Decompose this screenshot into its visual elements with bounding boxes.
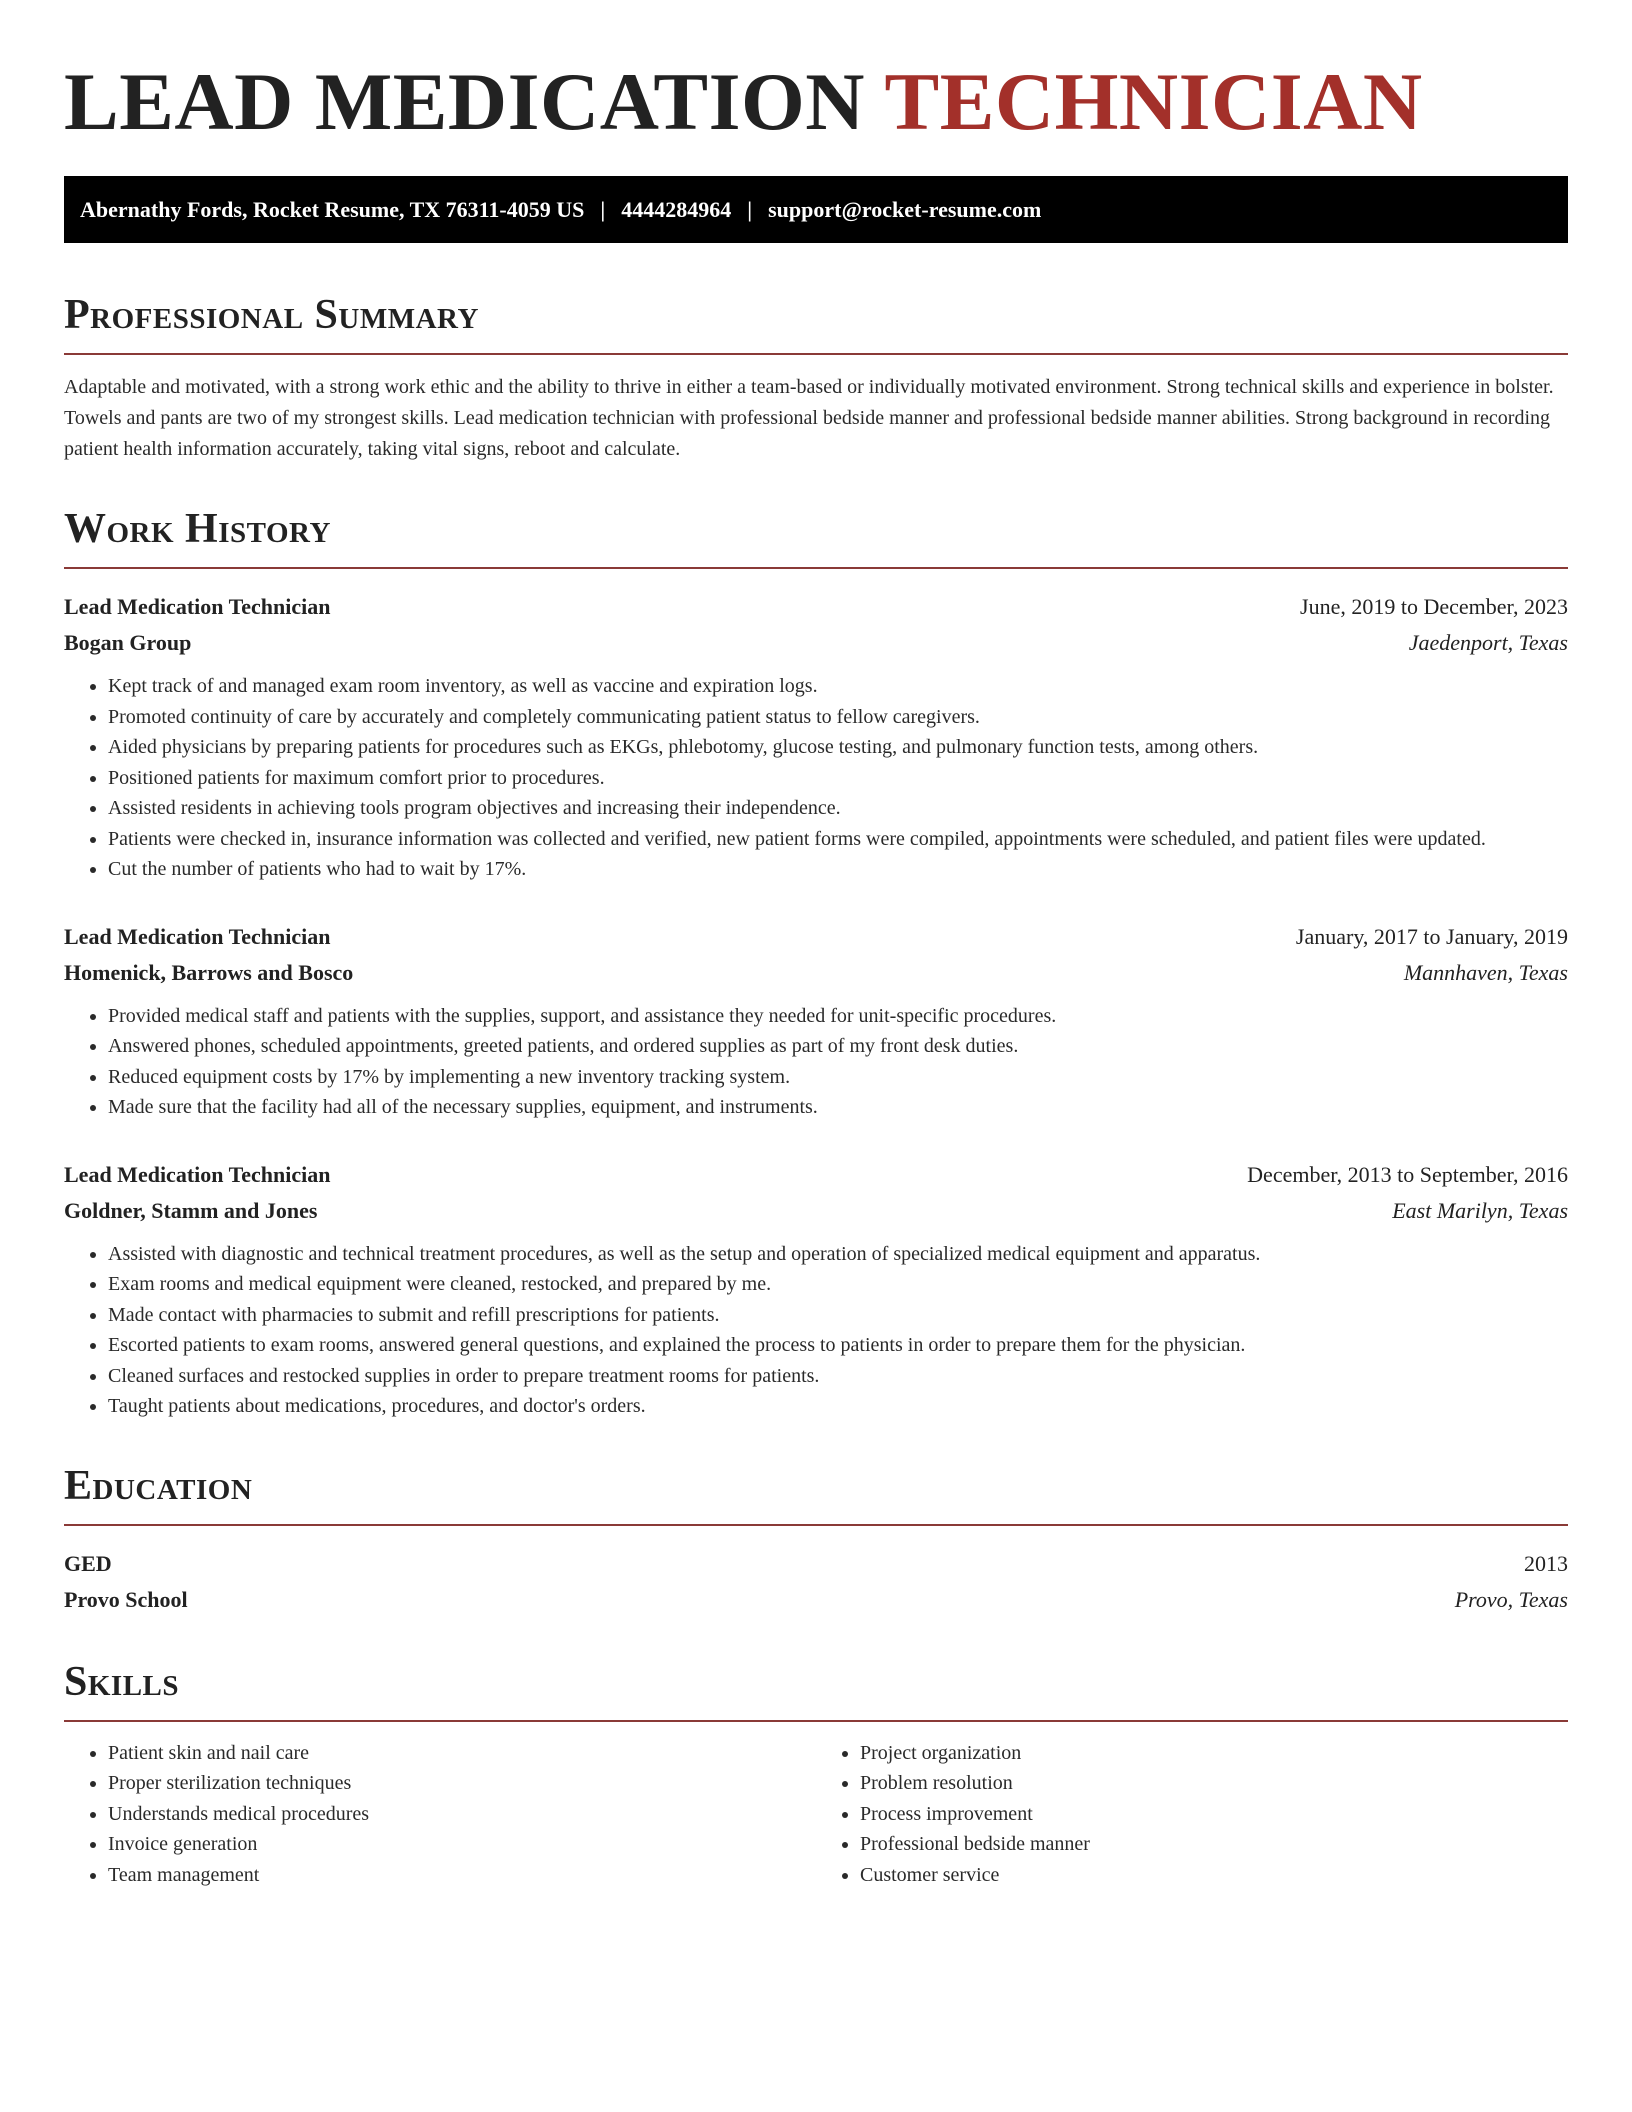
job-duty: • Taught patients about medications, procedures, and doctor's orders. — [108, 1391, 1568, 1422]
job-duties-list — [64, 1001, 1568, 1123]
summary-text: Adaptable and motivated, with a strong work ethic and the ability to thrive in either a team-based or individually motivated environment. Strong technical skills and experience in bolster. Towels and pants are two of my strongest skills. Lead medication technician with professional bedside manner and professional bedside manner abilities. Strong background in recording patient health information accurately, taking vital signs, reboot and calculate. — [64, 376, 1554, 460]
contact-separator: | — [600, 197, 606, 222]
job-duty: • Patients were checked in, insurance information was collected and verified, new patient forms were compiled, appointments were scheduled, and patient files were updated. — [108, 824, 1568, 855]
job-duties-list — [64, 1239, 1568, 1422]
summary-heading: Professional Summary — [64, 291, 1568, 355]
job-company: Bogan Group — [64, 630, 192, 655]
contact-email[interactable]: support@rocket-resume.com — [768, 197, 1042, 222]
job-dates: January, 2017 to January, 2019 — [1295, 923, 1568, 949]
job-duties-list — [64, 671, 1568, 885]
contact-separator: | — [747, 197, 753, 222]
skill-item: • Professional bedside manner — [860, 1829, 1568, 1860]
education-degree: GED — [64, 1550, 112, 1576]
skill-item: • Team management — [108, 1860, 816, 1891]
skill-item: • Process improvement — [860, 1799, 1568, 1830]
job-location: Mannhaven, Texas — [1403, 959, 1568, 985]
job-duty: • Promoted continuity of care by accurately and completely communicating patient status to fellow caregivers. — [108, 702, 1568, 733]
job-duty: • Made contact with pharmacies to submit and refill prescriptions for patients. — [108, 1300, 1568, 1331]
title-accent: TECHNICIAN — [884, 56, 1423, 147]
skill-item: • Patient skin and nail care — [108, 1738, 816, 1769]
job-duty: • Assisted residents in achieving tools program objectives and increasing their independence. — [108, 793, 1568, 824]
job-title: Lead Medication Technician — [64, 923, 331, 949]
skill-item: • Customer service — [860, 1860, 1568, 1891]
title-main: LEAD MEDICATION — [64, 56, 885, 147]
work-history-heading: Work History — [64, 505, 1568, 569]
job-company: Homenick, Barrows and Bosco — [64, 959, 354, 985]
job-duty: • Provided medical staff and patients with the supplies, support, and assistance they needed for unit-specific procedures. — [108, 1001, 1568, 1032]
education-year: 2013 — [1524, 1550, 1568, 1576]
job-duty: • Cut the number of patients who had to wait by 17%. — [108, 854, 1568, 885]
job-duty: • Aided physicians by preparing patients for procedures such as EKGs, phlebotomy, glucose testing, and pulmonary function tests, among others. — [108, 732, 1568, 763]
job-duty: • Exam rooms and medical equipment were cleaned, restocked, and prepared by me. — [108, 1269, 1568, 1300]
job-duty: • Cleaned surfaces and restocked supplies in order to prepare treatment rooms for patients. — [108, 1361, 1568, 1392]
job-entry — [64, 589, 1568, 885]
job-location: Jaedenport, Texas — [1408, 630, 1568, 655]
job-duty: • Made sure that the facility had all of the necessary supplies, equipment, and instruments. — [108, 1092, 1568, 1123]
skill-item: • Problem resolution — [860, 1768, 1568, 1799]
skill-item: • Invoice generation — [108, 1829, 816, 1860]
job-title: Lead Medication Technician — [64, 1161, 331, 1187]
skills-heading: Skills — [64, 1658, 1568, 1722]
job-duty: • Escorted patients to exam rooms, answered general questions, and explained the process to patients in order to prepare them for the physician. — [108, 1330, 1568, 1361]
skill-item: • Understands medical procedures — [108, 1799, 816, 1830]
contact-phone[interactable]: 4444284964 — [621, 197, 732, 222]
skill-item: • Project organization — [860, 1738, 1568, 1769]
job-duty: • Assisted with diagnostic and technical treatment procedures, as well as the setup and operation of specialized medical equipment and apparatus. — [108, 1239, 1568, 1270]
skills-columns — [64, 1738, 1568, 1891]
education-entry — [64, 1546, 1568, 1618]
education-location: Provo, Texas — [1454, 1586, 1568, 1612]
job-title: Lead Medication Technician — [64, 594, 331, 619]
contact-bar — [64, 176, 1568, 243]
skill-item: • Proper sterilization techniques — [108, 1768, 816, 1799]
job-location: East Marilyn, Texas — [1392, 1197, 1568, 1223]
job-duty: • Positioned patients for maximum comfort prior to procedures. — [108, 763, 1568, 794]
job-duty: • Reduced equipment costs by 17% by implementing a new inventory tracking system. — [108, 1062, 1568, 1093]
job-dates: December, 2013 to September, 2016 — [1247, 1161, 1568, 1187]
skills-list-left — [64, 1738, 816, 1891]
contact-address: Abernathy Fords, Rocket Resume, TX 76311-4059 US — [80, 197, 585, 222]
skills-list-right — [816, 1738, 1568, 1891]
job-entry — [64, 919, 1568, 1123]
education-school: Provo School — [64, 1586, 188, 1612]
job-company: Goldner, Stamm and Jones — [64, 1197, 318, 1223]
job-duty: • Kept track of and managed exam room inventory, as well as vaccine and expiration logs. — [108, 671, 1568, 702]
job-dates: June, 2019 to December, 2023 — [1300, 594, 1568, 619]
resume-title — [64, 0, 1568, 148]
job-entry — [64, 1157, 1568, 1422]
education-heading: Education — [64, 1462, 1568, 1526]
job-duty: • Answered phones, scheduled appointments, greeted patients, and ordered supplies as part of my front desk duties. — [108, 1031, 1568, 1062]
